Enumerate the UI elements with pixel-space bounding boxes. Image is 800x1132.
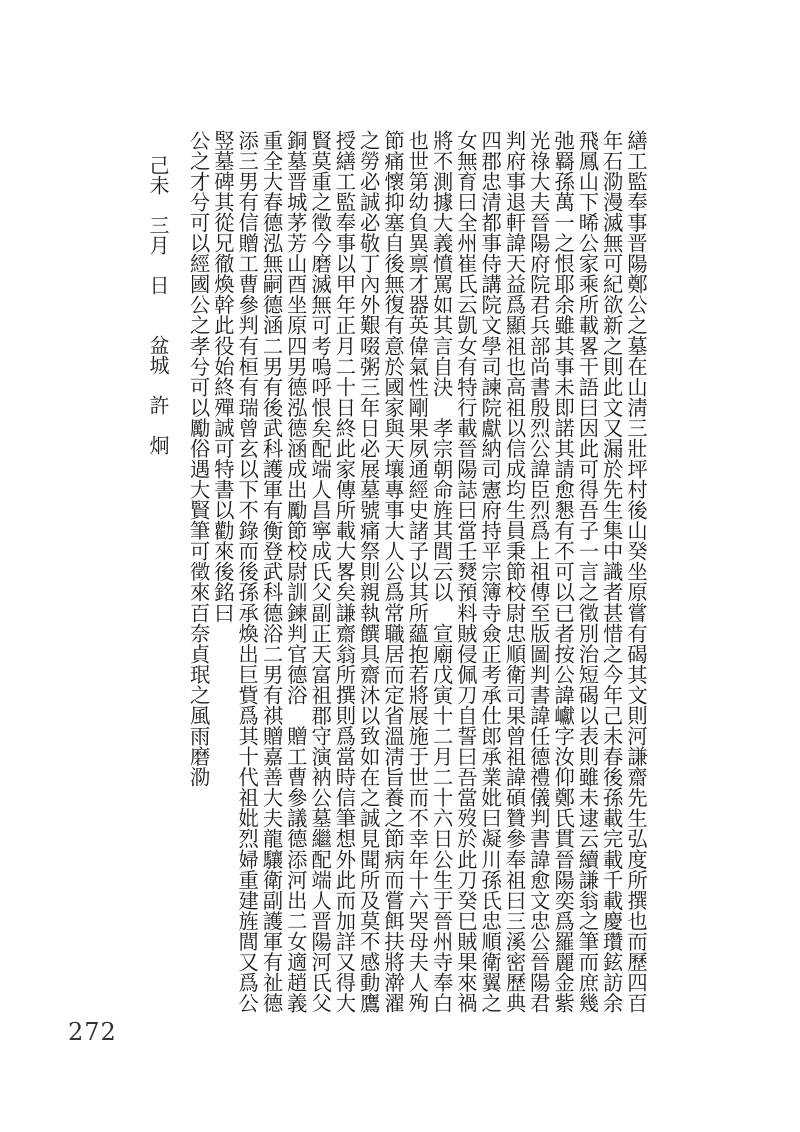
page-number: 272 [68,1018,117,1046]
signature-line: 己未 三月 日 盆城 許 炯 [146,155,170,455]
text-column: 女無育曰全州崔氏云凱女有特行載晉陽誌曰當壬燹預料賊侵佩刀自誓曰吾當歿於此刀癸巳賊果來禍 [453,130,478,1014]
text-column: 也世第幼負異禀才器英偉氣性剛果夙通經史諸子以其所蘊抱若將展施于世而不幸年十六哭母夫人殉 [405,130,430,1014]
text-column: 授繕工監奉事以甲年正月二十日終此家傳所載大畧矣謙齋翁所撰則爲當時信筆想外此而加詳又得大 [332,130,357,1014]
text-column: 將不測據大義憤罵如其言自決 孝宗朝命旌其閭云以 宣廟戊寅十二月二十六日公生于晉州寺奉白 [429,130,454,1014]
text-column: 之勞必誠必敬丁內外艱啜粥三年日必展墓號痛祭則親執饌具齋沐以致如在之誠見聞所及莫不感動鷹 [356,130,381,1014]
text-column: 銅墓晋城茅芳山酉坐原四男德泓德涵成出勵節校尉訓鍊判官德浴 贈工曹參議德添河出二女適趙義 [283,130,308,1014]
text-column: 賢莫重之徵今磨滅無可考嗚呼恨矣配端人昌寧成氏父副正天富祖郡守演衲公墓繼配端人晋陽河氏父 [308,130,333,1014]
text-column: 四郡忠清都事侍講院文學司諫院獻納司憲府持平宗簿寺僉正考承仕郎承業妣曰凝川孫氏忠順衛翼之 [478,130,503,1014]
text-column: 重全大春德泓無嗣德涵二男有後武科護軍有衡登武科德浴二男有祺贈嘉善大夫龍驤衛副護軍有祉德 [259,130,284,1014]
text-column: 竪墓碑其從兄徹煥幹此役始終殫誠可特書以勸來後銘曰 [210,130,235,623]
text-column: 繕工監奉事晋陽鄭公之墓在山淸三壯坪村後山癸坐原嘗有碣其文則河謙齋先生弘度所撰也而歷四百 [624,130,648,1014]
text-column: 公之才兮可以經國公之孝兮可以勵俗遇大賢筆可徵來百奈貞珉之風雨磨泐 [186,130,211,788]
text-column: 判府事退軒諱天益爲顯祖也高祖以信成均生員秉節校尉忠順衛司果曾祖諱碩贊參奉祖曰三溪密歷典 [502,130,527,1014]
text-column: 光祿大夫晉陽府院君兵部尚書殷烈公諱臣烈爲上祖傳至版圖判書諱任德禮儀判書諱愈文忠公晉陽君 [526,130,551,1014]
text-column: 年石泐漫滅無可紀欲新之則此文又漏於先生集中識者甚惜之今年己未春後孫載完載千載慶瓚鉉訪余 [599,130,624,1014]
text-column: 添三男有信贈工曹參判有桓有瑞曾玄以下不錄而後孫承煥出巨貲爲其十代祖妣烈婦重建旌閭又爲公 [235,130,260,1014]
text-column: 弛羇孫萬一之恨耶余雖其事未即諾其請愈懇有不可以已者按公諱巘字汝仰鄭氏貫晉陽奕爲羅麗金紫 [551,130,576,1014]
text-column: 節痛懷抑塞自後無復有意於國家與天壤專事大人公爲常職居而定省溫淸旨養之節病而嘗餌扶將澣濯 [381,130,405,1014]
text-column: 飛鳳山下晞公家乘所載畧干語曰因此可得吾子一言之徵別治短碣以表則雖未逮云續謙翁之筆而庶幾 [575,130,600,1014]
